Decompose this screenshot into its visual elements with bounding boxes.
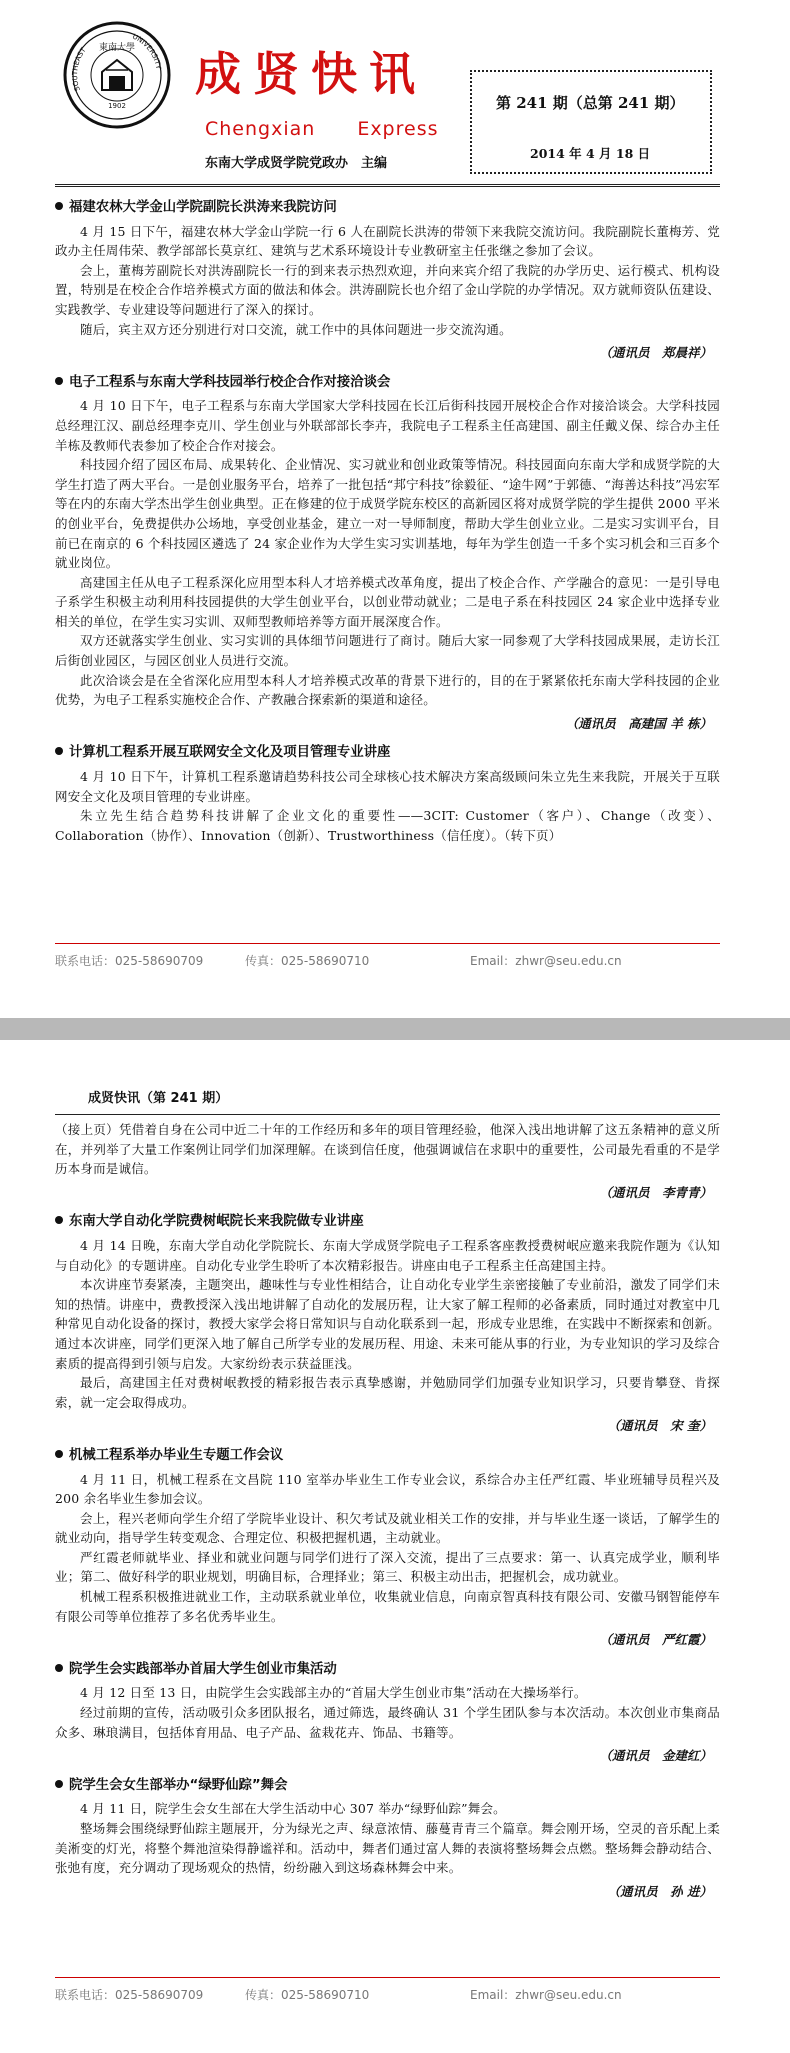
bullet-icon [55,1216,63,1224]
article-reporter: （通讯员 郑晨祥） [599,345,712,361]
article-paragraph: 会上，程兴老师向学生介绍了学院毕业设计、积欠考试及就业相关工作的安排，并与毕业生逐一谈话，了解学生的就业动向，指导学生转变观念、合理定位、积极把握机遇，主动就业。 [55,1510,720,1546]
article-paragraph: 4 月 10 日下午，电子工程系与东南大学国家大学科技园在长江后街科技园开展校企合作对接洽谈会。大学科技园总经理江汉、副总经理李克川、学生创业与外联部部长李卉，我院电子工程系主任高建国、副主任戴义保、综合办主任羊栋及教师代表参加了校企合作对接会。 [55,398,720,453]
footer-email: Email：zhwr@seu.edu.cn [470,1988,622,2002]
issue-box [470,70,712,174]
article-paragraph: 严红霞老师就毕业、择业和就业问题与同学们进行了深入交流，提出了三点要求：第一、认真完成学业，顺利毕业；第二、做好科学的职业规划，明确目标，合理择业；第三、积极主动出击，把握机会，成功就业。 [55,1549,720,1585]
bullet-icon [55,1780,63,1788]
svg-text:SOUTHEAST: SOUTHEAST [71,46,88,93]
article-title-text: 电子工程系与东南大学科技园举行校企合作对接洽谈会 [69,374,391,390]
issue-date: 2014 年 4 月 18 日 [530,146,651,161]
article-paragraph: 4 月 10 日下午，计算机工程系邀请趋势科技公司全球核心技术解决方案高级顾问朱立先生来我院，开展关于互联网安全文化及项目管理的专业讲座。 [55,769,720,804]
footer-fax: 传真：025-58690710 [245,1988,370,2002]
newsletter-page-1 [0,0,790,1018]
article-paragraph: 最后，高建国主任对费树岷教授的精彩报告表示真挚感谢，并勉励同学们加强专业知识学习，只要肯攀登、肯探索，就一定会取得成功。 [55,1375,720,1410]
article-paragraph: 朱立先生结合趋势科技讲解了企业文化的重要性——3CIT: Customer（客户）、Change（改变）、Collaboration（协作）、Innovation（创新）、Trustworthiness（信任度）。（转下页） [55,808,720,843]
article-paragraph: 科技园介绍了园区布局、成果转化、企业情况、实习就业和创业政策等情况。科技园面向东南大学和成贤学院的大学生打造了两大平台。一是创业服务平台，培养了一批包括“邦宁科技”徐毅征、“途牛网”于郭德、“海善达科技”冯宏军等在内的东南大学杰出学生创业典型。正在修建的位于成贤学院东校区的高新园区将对成贤学院的学生提供 2000 平米的创业平台，免费提供办公场地，享受创业基金，建立一对一导师制度，帮助大学生创业立业。二是实习实训平台，目前已在南京的 6 个科技园区遴选了 24 家企业作为大学生实习实训基地，每年为学生创造一千多个实习机会和三百多个就业岗位。 [55,457,720,571]
footer-email: Email：zhwr@seu.edu.cn [470,954,622,968]
article-reporter: （通讯员 孙 进） [607,1883,712,1899]
page-1-articles [55,188,720,845]
article-title [55,1660,720,1680]
article-title [55,743,720,763]
article-title-text: 院学生会实践部举办首届大学生创业市集活动 [69,1661,337,1677]
page-1-footer [55,943,720,968]
bullet-icon [55,747,63,755]
masthead-subtitle-en [205,118,439,140]
page-2-articles [55,1120,720,1905]
university-seal-logo [62,20,172,130]
continuation-text: （接上页）凭借着自身在公司中近二十年的工作经历和多年的项目管理经验，他深入浅出地讲解了这五条精神的意义所在，并列举了大量工作案例让同学们加深理解。在谈到信任度，他强调诚信在求职中的重要性，公司最先看重的不是学历本身而是诚信。 [55,1122,720,1177]
footer-phone: 联系电话：025-58690709 [55,1988,204,2002]
article-title [55,1212,720,1232]
article-title [55,1446,720,1466]
article-paragraph: 4 月 15 日下午，福建农林大学金山学院一行 6 人在副院长洪涛的带领下来我院交流访问。我院副院长董梅芳、党政办主任周伟荣、教学部部长莫京红、建筑与艺术系环境设计专业教研室主任张继之参加了会议。 [55,223,720,259]
article-reporter: （通讯员 宋 奎） [607,1418,712,1434]
page-2-header: 成贤快讯（第 241 期） [88,1091,229,1106]
article-reporter: （通讯员 高建国 羊 栋） [565,715,712,731]
continuation-reporter: （通讯员 李青青） [599,1184,712,1200]
page-2-header-rule [55,1114,720,1115]
article-paragraph: 4 月 11 日，院学生会女生部在大学生活动中心 307 举办“绿野仙踪”舞会。 [80,1801,506,1817]
footer-fax: 传真：025-58690710 [245,954,370,968]
svg-text:1902: 1902 [108,102,126,110]
article-paragraph: 整场舞会围绕绿野仙踪主题展开，分为绿光之声、绿意浓情、藤蔓青青三个篇章。舞会刚开场，空灵的音乐配上柔美淅变的灯光，将整个舞池渲染得静谧祥和。活动中，舞者们通过富人舞的表演将整场舞会点燃。整场舞会静动结合、张弛有度，充分调动了现场观众的热情，纷纷融入到这场森林舞会中来。 [55,1821,720,1876]
article-title-text: 院学生会女生部举办“绿野仙踪”舞会 [69,1777,288,1793]
article-paragraph: 此次洽谈会是在全省深化应用型本科人才培养模式改革的背景下进行的，目的在于紧紧依托东南大学科技园的企业优势，为电子工程系实施校企合作、产教融合探索新的渠道和途径。 [55,672,720,708]
article-title [55,1776,720,1796]
article-title-text: 福建农林大学金山学院副院长洪涛来我院访问 [69,200,337,215]
article-paragraph: 4 月 14 日晚，东南大学自动化学院院长、东南大学成贤学院电子工程系客座教授费树岷应邀来我院作题为《认知与自动化》的专题讲座。自动化专业学生聆听了本次精彩报告。讲座由电子工程系主任高建国主持。 [55,1237,720,1273]
issue-number: 第 241 期（总第 241 期） [496,94,685,112]
masthead-subtitle-en-1: Chengxian [205,118,316,140]
article-paragraph: 机械工程系积极推进就业工作，主动联系就业单位，收集就业信息，向南京智真科技有限公司、安徽马钢智能停车有限公司等单位推荐了多名优秀毕业生。 [55,1589,720,1624]
masthead-organizer: 东南大学成贤学院党政办 主编 [205,156,388,171]
bullet-icon [55,202,63,210]
article-title-text: 机械工程系举办毕业生专题工作会议 [69,1447,284,1463]
article-title-text: 东南大学自动化学院费树岷院长来我院做专业讲座 [69,1214,364,1230]
svg-text:東南大學: 東南大學 [98,43,136,53]
article-paragraph: 本次讲座节奏紧凑，主题突出，趣味性与专业性相结合，让自动化专业学生亲密接触了专业前沿，激发了同学们未知的热情。讲座中，费教授深入浅出地讲解了自动化的发展历程，让大家了解工程师的必备素质，同时通过对教室中几种常见自动化设备的探讨，教授大家学会将日常知识与自动化联系到一起，形成专业思维，在实践中不断探索和创新。通过本次讲座，同学们更深入地了解自己所学专业的发展历程、用途、未来可能从事的行业，为专业知识的学习及综合素质的提高得到引领与启发。大家纷纷表示获益匪浅。 [55,1277,720,1371]
article-paragraph: 高建国主任从电子工程系深化应用型本科人才培养模式改革角度，提出了校企合作、产学融合的意见：一是引导电子系学生积极主动利用科技园提供的大学生创业平台，以创业带动就业；二是电子系在科技园区 24 家企业中选择专业相关的单位，在学生实习实训、双师型教师培养等方面开展深度合作。 [55,574,720,629]
article-title [55,198,720,218]
article-reporter: （通讯员 严红霞） [599,1632,712,1648]
page-gap [0,1018,790,1040]
article-paragraph: 随后，宾主双方还分别进行对口交流，就工作中的具体问题进一步交流沟通。 [80,321,512,337]
article-paragraph: 会上，董梅芳副院长对洪涛副院长一行的到来表示热烈欢迎，并向来宾介绍了我院的办学历史、运行模式、机构设置，特别是在校企合作培养模式方面的做法和体会。洪涛副院长也介绍了金山学院的办学情况。双方就师资队伍建设、实践教学、专业建设等问题进行了深入的探讨。 [55,262,720,317]
page-2-footer [55,1977,720,2002]
article-title-text: 计算机工程系开展互联网安全文化及项目管理专业讲座 [69,745,391,761]
article-reporter: （通讯员 金建红） [599,1748,712,1764]
article-title [55,373,720,393]
svg-text:UNIVERSITY: UNIVERSITY [131,32,163,70]
header-rule [55,184,720,187]
article-paragraph: 经过前期的宣传，活动吸引众多团队报名，通过筛选，最终确认 31 个学生团队参与本次活动。本次创业市集商品众多、琳琅满目，包括体育用品、电子产品、盆栽花卉、饰品、书籍等。 [55,1705,720,1740]
article-paragraph: 双方还就落实学生创业、实习实训的具体细节问题进行了商讨。随后大家一同参观了大学科技园成果展，走访长江后街创业园区，与园区创业人员进行交流。 [55,633,720,669]
masthead-subtitle-en-2: Express [357,118,439,140]
bullet-icon [55,1450,63,1458]
bullet-icon [55,377,63,385]
bullet-icon [55,1664,63,1672]
masthead-title: 成贤快讯 [195,47,427,101]
footer-phone: 联系电话：025-58690709 [55,954,204,968]
article-paragraph: 4 月 11 日，机械工程系在文昌院 110 室举办毕业生工作专业会议，系综合办主任严红霞、毕业班辅导员程兴及 200 余名毕业生参加会议。 [55,1471,720,1507]
article-paragraph: 4 月 12 日至 13 日，由院学生会实践部主办的“首届大学生创业市集”活动在大操场举行。 [80,1685,587,1701]
